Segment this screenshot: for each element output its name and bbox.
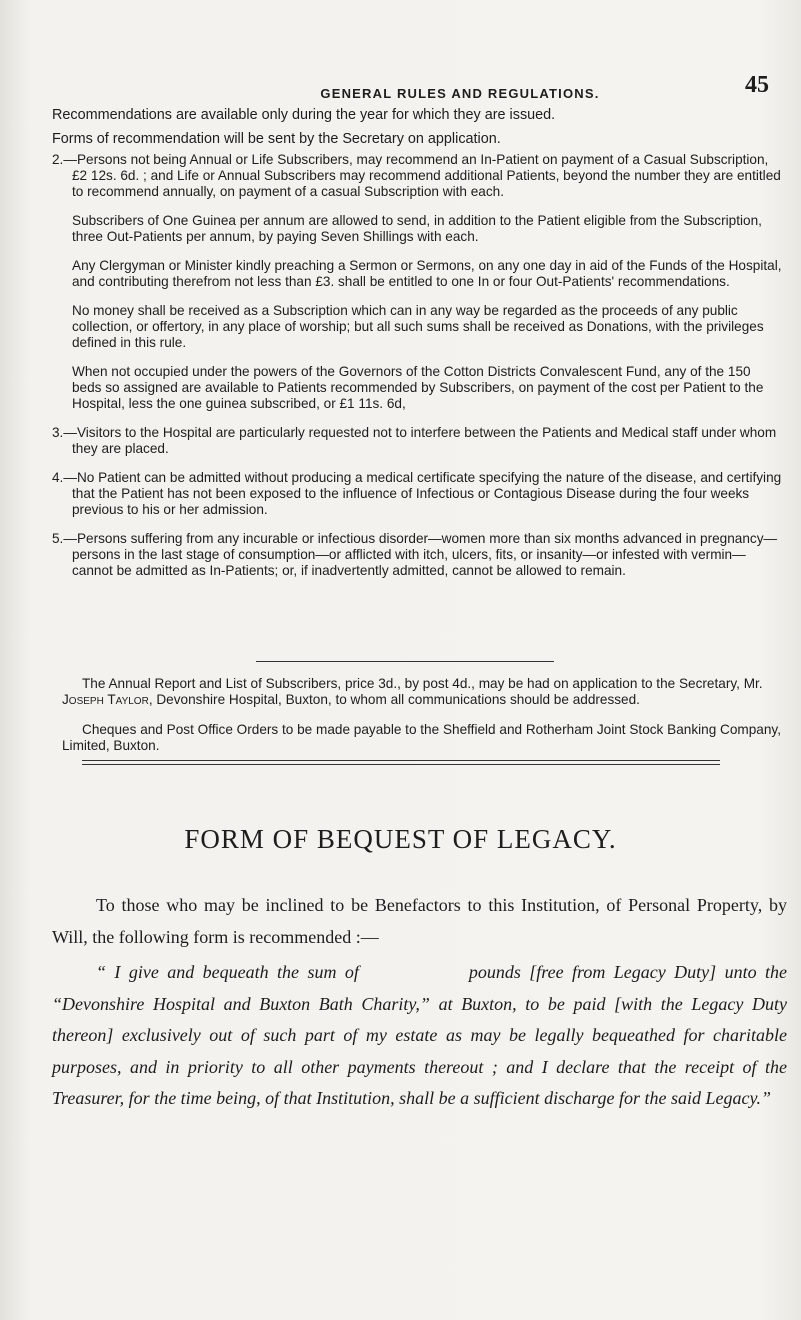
bequest-intro: To those who may be inclined to be Benefactors to this Institution, of Personal Property, by Will, the following form is recommended :— — [52, 895, 787, 947]
bequest-form-text — [52, 957, 787, 1115]
recommendations-period-paragraph: Recommendations are available only during the year for which they are issued. — [52, 107, 556, 123]
rule-2-paragraph — [52, 152, 782, 200]
rule-2-text: —Persons not being Annual or Life Subscribers, may recommend an In-Patient on payment of a Casual Subscription, £2 12s. 6d. ; and Life or Annual Subscribers may recommend additional Patients, beyond the number they are entitled to recommend annually, on payment of a casual Subscription with each. — [63, 152, 781, 199]
rule-2-number: 2. — [52, 152, 64, 167]
rule-4-paragraph — [52, 470, 782, 518]
bequest-form-part1: “ I give and bequeath the sum of — [96, 962, 359, 982]
guinea-subscribers-paragraph: Subscribers of One Guinea per annum are allowed to send, in addition to the Patient eligible from the Subscription, three Out-Patients per annum, by paying Seven Shillings with each. — [72, 213, 762, 244]
cotton-districts-paragraph: When not occupied under the powers of the Governors of the Cotton Districts Convalescent Fund, any of the 150 beds so assigned are available to Patients recommended by Subscribers, on payment of the cost per Patient to the Hospital, less the one guinea subscribed, or £1 11s. 6d, — [72, 364, 764, 411]
annual-report-text-end: , Devonshire Hospital, Buxton, to whom all communications should be addressed. — [148, 692, 640, 707]
rule-5-number: 5. — [52, 531, 64, 546]
annual-report-text: The Annual Report and List of Subscribers, price 3d., by post 4d., may be had on application to the Secretary, Mr. — [82, 676, 763, 691]
annual-report-paragraph — [62, 676, 782, 708]
rule-3-paragraph — [52, 425, 782, 457]
running-header: GENERAL RULES AND REGULATIONS. — [320, 86, 600, 101]
forms-sent-paragraph: Forms of recommendation will be sent by the Secretary on application. — [52, 131, 501, 147]
page-number: 45 — [745, 72, 769, 98]
secretary-name: Joseph Taylor — [62, 692, 149, 707]
no-money-paragraph: No money shall be received as a Subscription which can in any way be regarded as the proceeds of any public collection, or offertory, in any place of worship; but all such sums shall be received as Donations, with the privileges defined in this rule. — [72, 303, 764, 350]
clergyman-paragraph: Any Clergyman or Minister kindly preaching a Sermon or Sermons, on any one day in aid of the Funds of the Hospital, and contributing therefrom not less than £3. shall be entitled to one In or four Out-Patients' recommendations. — [72, 258, 782, 289]
rule-3-number: 3. — [52, 425, 64, 440]
rule-5-text: —Persons suffering from any incurable or infectious disorder—women more than six months advanced in pregnancy—persons in the last stage of consumption—or afflicted with itch, ulcers, fits, or insanity—or infested with vermin—cannot be admitted as In-Patients; or, if inadvertently admitted, cannot be allowed to remain. — [63, 531, 778, 578]
rule-3-text: —Visitors to the Hospital are particularly requested not to interfere between the Patients and Medical staff under whom they are placed. — [63, 425, 777, 456]
double-rule-divider — [82, 760, 720, 765]
notices-section — [62, 676, 782, 768]
regulations-section — [52, 104, 782, 592]
section-divider — [256, 661, 554, 662]
bequest-heading: FORM OF BEQUEST OF LEGACY. — [184, 824, 617, 854]
cheques-paragraph: Cheques and Post Office Orders to be made payable to the Sheffield and Rotherham Joint Stock Banking Company, Limited, Buxton. — [62, 722, 781, 753]
rule-4-number: 4. — [52, 470, 64, 485]
bequest-section — [52, 890, 787, 1115]
bequest-form-part2: pounds [free from Legacy Duty] unto the “Devonshire Hospital and Buxton Bath Charity,” at Buxton, to be paid [with the Legacy Duty thereon] exclusively out of such part of my estate as may be legally bequeathed for charitable purposes, and in priority to all other payments thereout ; and I declare that the receipt of the Treasurer, for the time being, of that Institution, shall be a sufficient discharge for the said Legacy.” — [52, 962, 787, 1108]
rule-4-text: —No Patient can be admitted without producing a medical certificate specifying the nature of the disease, and certifying that the Patient has not been exposed to the influence of Infectious or Contagious Disease during the four weeks previous to his or her admission. — [63, 470, 782, 517]
rule-5-paragraph — [52, 531, 782, 579]
